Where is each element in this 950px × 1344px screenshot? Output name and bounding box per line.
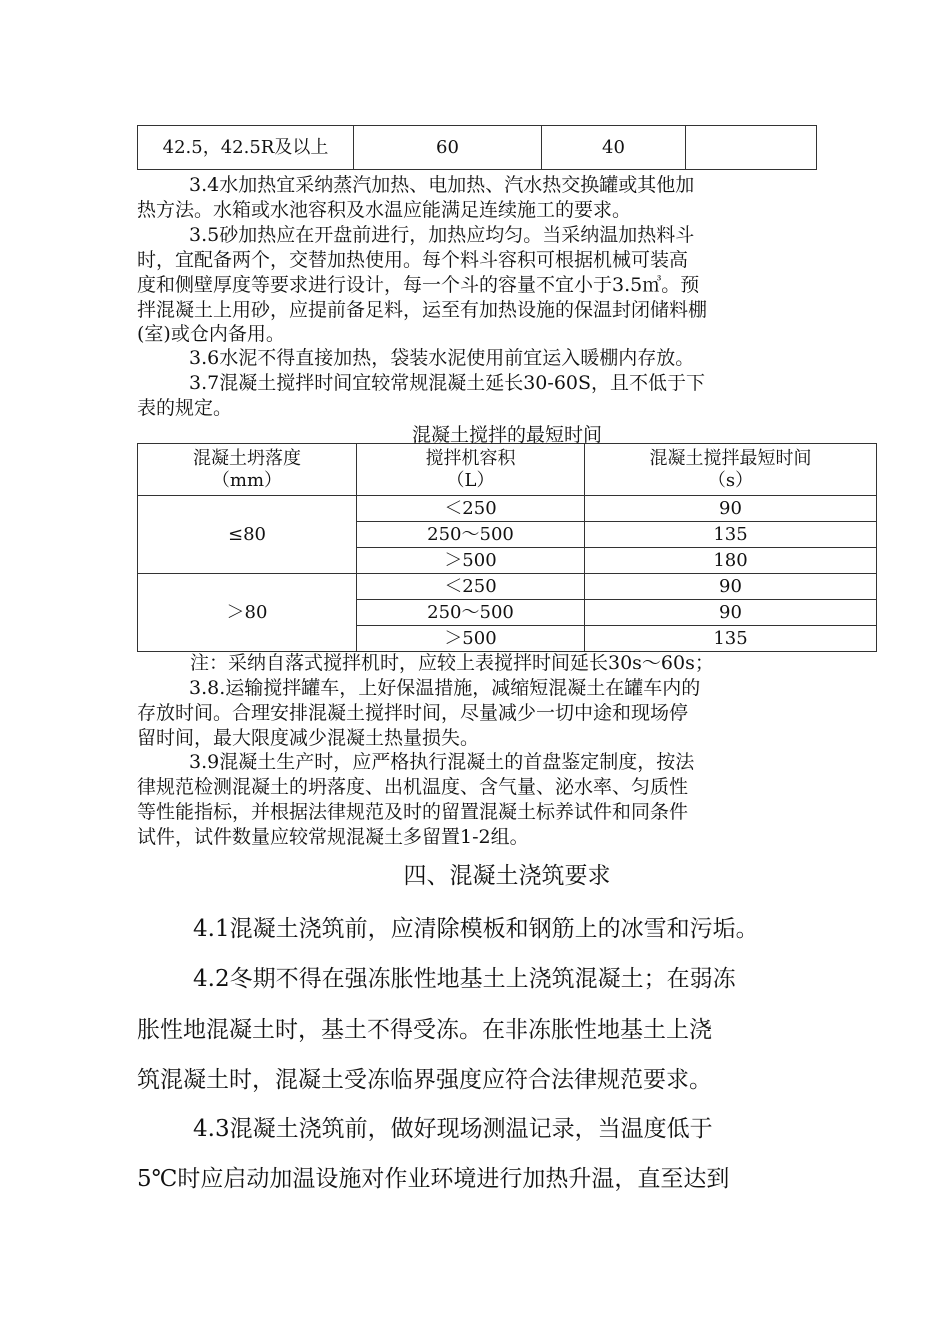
- table-cell: ＜250: [357, 574, 585, 600]
- table-cell: ＞500: [357, 548, 585, 574]
- table-cell: 90: [585, 496, 877, 522]
- table-cell: ＞500: [357, 626, 585, 652]
- table-header-row: [138, 444, 877, 496]
- paragraph-3-8-line3: 留时间，最大限度减少混凝土热量损失。: [137, 727, 480, 749]
- header-text: 混凝土搅拌最短时间: [649, 447, 812, 469]
- table-cell: 250～500: [357, 600, 585, 626]
- paragraph-3-5-line2: 时，宜配备两个，交替加热使用。每个料斗容积可根据机械可装高: [137, 249, 689, 271]
- paragraph-3-9-line3: 等性能指标，并根据法律规范及时的留置混凝土标养试件和同条件: [137, 801, 689, 823]
- header-unit: （mm）: [211, 469, 283, 491]
- table-cell: 250～500: [357, 522, 585, 548]
- paragraph-3-6: 3.6水泥不得直接加热，袋装水泥使用前宜运入暖棚内存放。: [189, 347, 695, 369]
- section-heading: 四、混凝土浇筑要求: [403, 863, 611, 889]
- paragraph-3-5-line5: (室)或仓内备用。: [137, 323, 285, 345]
- mixing-time-table: [137, 443, 877, 652]
- table-row: [138, 126, 817, 170]
- table-cell: 42.5，42.5R及以上: [138, 126, 354, 170]
- cement-table-fragment: [137, 125, 817, 170]
- table-row: [138, 574, 877, 600]
- table-row: [138, 496, 877, 522]
- table-cell: 135: [585, 626, 877, 652]
- paragraph-4-2-line1: 4.2冬期不得在强冻胀性地基土上浇筑混凝土；在弱冻: [193, 966, 736, 992]
- paragraph-3-4-line1: 3.4水加热宜采纳蒸汽加热、电加热、汽水热交换罐或其他加: [189, 174, 695, 196]
- paragraph-4-2-line3: 筑混凝土时，混凝土受冻临界强度应符合法律规范要求。: [137, 1067, 712, 1093]
- paragraph-3-9-line1: 3.9混凝土生产时，应严格执行混凝土的首盘鉴定制度，按法: [189, 751, 695, 773]
- header-mixer-volume: [357, 444, 585, 496]
- paragraph-3-9-line2: 律规范检测混凝土的坍落度、出机温度、含气量、泌水率、匀质性: [137, 776, 689, 798]
- header-slump: [138, 444, 357, 496]
- slump-group-cell: ≤80: [138, 496, 357, 574]
- paragraph-3-4-line2: 热方法。水箱或水池容积及水温应能满足连续施工的要求。: [137, 199, 632, 221]
- paragraph-4-1: 4.1混凝土浇筑前，应清除模板和钢筋上的冰雪和污垢。: [193, 916, 759, 942]
- header-min-time: [585, 444, 877, 496]
- header-unit: （L）: [446, 469, 495, 491]
- header-text: 混凝土坍落度: [193, 447, 301, 469]
- paragraph-3-8-line2: 存放时间。合理安排混凝土搅拌时间，尽量减少一切中途和现场停: [137, 702, 689, 724]
- paragraph-3-5-line4: 拌混凝土上用砂，应提前备足料，运至有加热设施的保温封闭储料棚: [137, 299, 708, 321]
- paragraph-4-3-line1: 4.3混凝土浇筑前，做好现场测温记录，当温度低于: [193, 1116, 713, 1142]
- table-cell: 90: [585, 600, 877, 626]
- paragraph-4-2-line2: 胀性地混凝土时，基土不得受冻。在非冻胀性地基土上浇: [137, 1017, 712, 1043]
- paragraph-3-5-line3: 度和侧壁厚度等要求进行设计，每一个斗的容量不宜小于3.5㎥。预: [137, 274, 700, 296]
- paragraph-3-5-line1: 3.5砂加热应在开盘前进行，加热应均匀。当采纳温加热料斗: [189, 224, 695, 246]
- paragraph-3-8-line1: 3.8.运输搅拌罐车，上好保温措施，减缩短混凝土在罐车内的: [189, 677, 701, 699]
- table-cell: [686, 126, 817, 170]
- header-text: 搅拌机容积: [425, 447, 516, 469]
- header-unit: （s）: [707, 469, 754, 491]
- paragraph-3-9-line4: 试件，试件数量应较常规混凝土多留置1-2组。: [137, 826, 529, 848]
- table-cell: 60: [354, 126, 542, 170]
- table-cell: 90: [585, 574, 877, 600]
- table-caption: 混凝土搅拌的最短时间: [411, 424, 602, 446]
- table-cell: 135: [585, 522, 877, 548]
- table-note: 注：采纳自落式搅拌机时，应较上表搅拌时间延长30s～60s；: [190, 652, 714, 674]
- paragraph-3-7-line2: 表的规定。: [137, 397, 233, 419]
- table-cell: 180: [585, 548, 877, 574]
- table-cell: ＜250: [357, 496, 585, 522]
- table-cell: 40: [542, 126, 686, 170]
- paragraph-4-3-line2: 5℃时应启动加温设施对作业环境进行加热升温，直至达到: [137, 1166, 730, 1192]
- slump-group-cell: ＞80: [138, 574, 357, 652]
- paragraph-3-7-line1: 3.7混凝土搅拌时间宜较常规混凝土延长30-60S，且不低于下: [189, 372, 706, 394]
